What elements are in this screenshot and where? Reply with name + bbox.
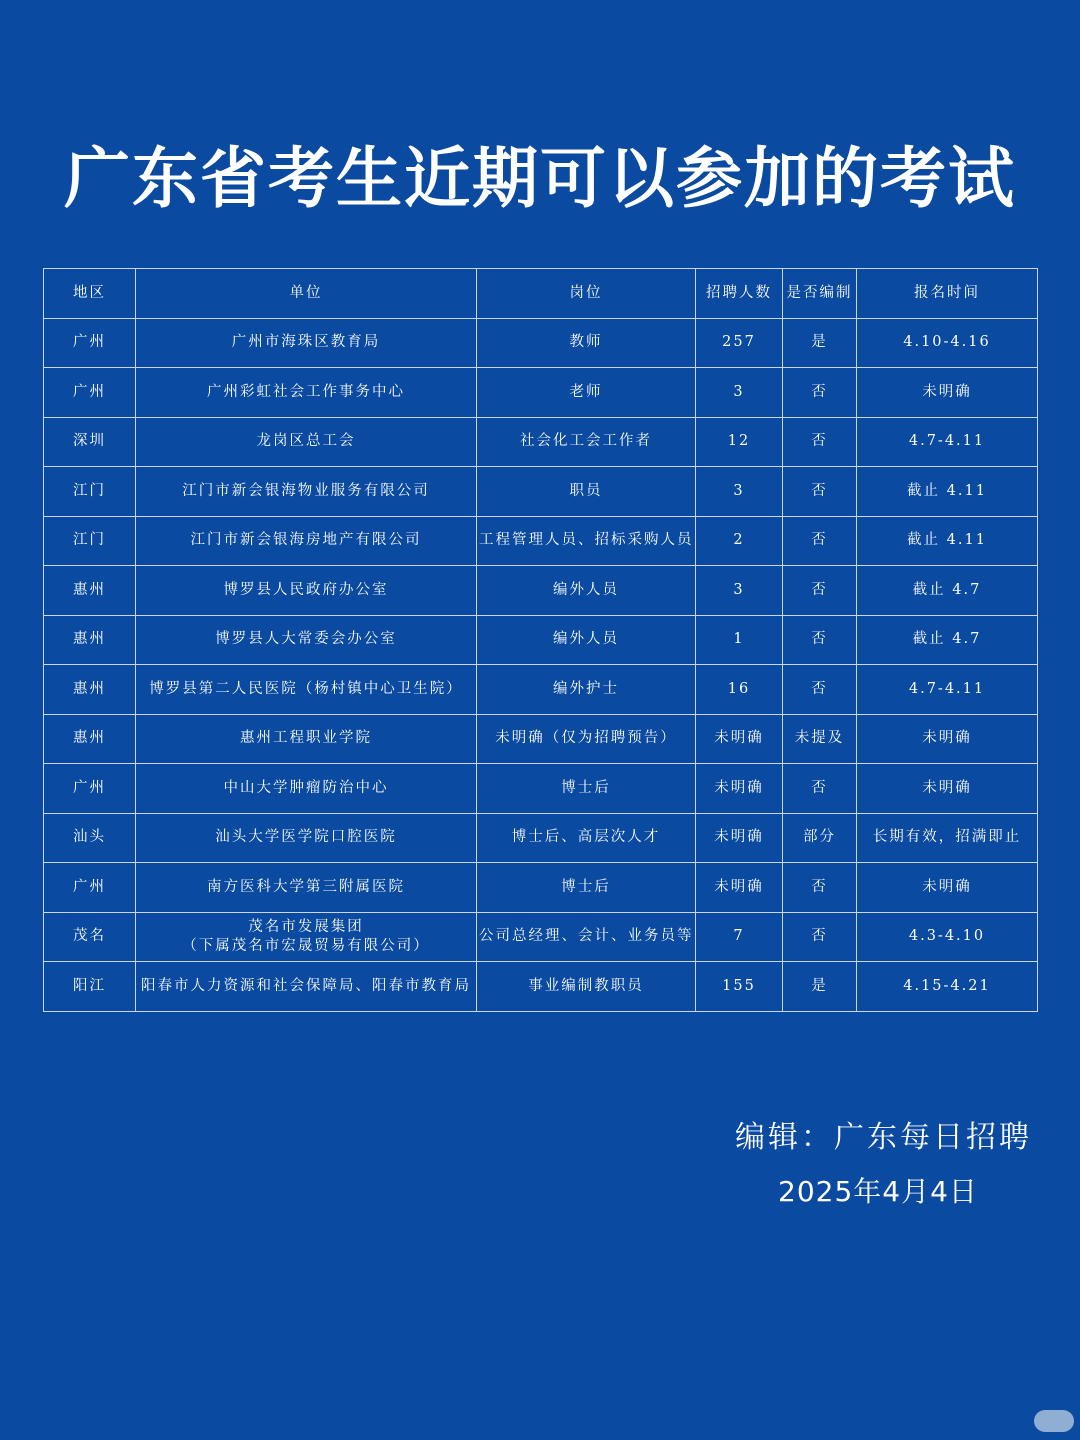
header-region: 地区: [44, 269, 136, 319]
table-row: [44, 962, 1038, 1012]
cell-region: 广州: [44, 318, 136, 368]
cell-employer: 博罗县人大常委会办公室: [136, 615, 477, 665]
cell-employer: 中山大学肿瘤防治中心: [136, 764, 477, 814]
header-position: 岗位: [477, 269, 696, 319]
cell-region: 汕头: [44, 813, 136, 863]
cell-headcount: 未明确: [696, 813, 783, 863]
cell-registration-time: 长期有效，招满即止: [857, 813, 1038, 863]
table-row: [44, 665, 1038, 715]
cell-registration-time: 未明确: [857, 764, 1038, 814]
table-row: [44, 615, 1038, 665]
cell-employer: 江门市新会银海房地产有限公司: [136, 516, 477, 566]
cell-registration-time: 截止 4.7: [857, 615, 1038, 665]
cell-registration-time: 未明确: [857, 368, 1038, 418]
cell-staffing: 未提及: [783, 714, 857, 764]
cell-region: 阳江: [44, 962, 136, 1012]
cell-headcount: 1: [696, 615, 783, 665]
cell-region: 深圳: [44, 417, 136, 467]
cell-staffing: 是: [783, 318, 857, 368]
cell-staffing: 否: [783, 566, 857, 616]
cell-employer: 南方医科大学第三附属医院: [136, 863, 477, 913]
cell-headcount: 未明确: [696, 863, 783, 913]
table-row: [44, 764, 1038, 814]
cell-registration-time: 4.7-4.11: [857, 665, 1038, 715]
cell-employer: 博罗县人民政府办公室: [136, 566, 477, 616]
cell-employer: 博罗县第二人民医院（杨村镇中心卫生院）: [136, 665, 477, 715]
cell-region: 茂名: [44, 912, 136, 962]
cell-position: 博士后: [477, 863, 696, 913]
table-row: [44, 368, 1038, 418]
cell-region: 江门: [44, 467, 136, 517]
cell-headcount: 3: [696, 467, 783, 517]
exam-table: [43, 268, 1038, 1012]
cell-registration-time: 4.15-4.21: [857, 962, 1038, 1012]
cell-staffing: 否: [783, 467, 857, 517]
cell-region: 惠州: [44, 665, 136, 715]
cell-headcount: 2: [696, 516, 783, 566]
cell-region: 广州: [44, 368, 136, 418]
cell-staffing: 否: [783, 764, 857, 814]
cell-employer: 阳春市人力资源和社会保障局、阳春市教育局: [136, 962, 477, 1012]
cell-staffing: 否: [783, 417, 857, 467]
cell-headcount: 未明确: [696, 714, 783, 764]
cell-employer: 广州彩虹社会工作事务中心: [136, 368, 477, 418]
cell-region: 惠州: [44, 615, 136, 665]
cell-staffing: 否: [783, 863, 857, 913]
cell-headcount: 7: [696, 912, 783, 962]
cell-position: 未明确（仅为招聘预告）: [477, 714, 696, 764]
cell-position: 编外人员: [477, 566, 696, 616]
cell-registration-time: 未明确: [857, 714, 1038, 764]
cell-staffing: 部分: [783, 813, 857, 863]
header-employer: 单位: [136, 269, 477, 319]
cell-position: 老师: [477, 368, 696, 418]
cell-employer: 龙岗区总工会: [136, 417, 477, 467]
cell-staffing: 是: [783, 962, 857, 1012]
cell-position: 博士后: [477, 764, 696, 814]
table-row: [44, 566, 1038, 616]
table-body: [44, 318, 1038, 1011]
cell-staffing: 否: [783, 516, 857, 566]
editor-credit: 编辑：广东每日招聘: [735, 1120, 1032, 1155]
table-row: [44, 863, 1038, 913]
cell-employer: 茂名市发展集团 （下属茂名市宏晟贸易有限公司）: [136, 912, 477, 962]
table-row: [44, 813, 1038, 863]
cell-region: 广州: [44, 764, 136, 814]
cell-position: 编外人员: [477, 615, 696, 665]
cell-headcount: 16: [696, 665, 783, 715]
cell-region: 惠州: [44, 566, 136, 616]
cell-registration-time: 未明确: [857, 863, 1038, 913]
cell-registration-time: 截止 4.11: [857, 516, 1038, 566]
cell-position: 博士后、高层次人才: [477, 813, 696, 863]
header-registration-time: 报名时间: [857, 269, 1038, 319]
table-row: [44, 417, 1038, 467]
cell-employer: 惠州工程职业学院: [136, 714, 477, 764]
table-header-row: [44, 269, 1038, 319]
cell-position: 教师: [477, 318, 696, 368]
cell-registration-time: 截止 4.7: [857, 566, 1038, 616]
cell-staffing: 否: [783, 665, 857, 715]
cell-registration-time: 4.10-4.16: [857, 318, 1038, 368]
cell-headcount: 257: [696, 318, 783, 368]
table-row: [44, 516, 1038, 566]
watermark-logo: [1034, 1410, 1074, 1432]
cell-employer: 江门市新会银海物业服务有限公司: [136, 467, 477, 517]
cell-position: 公司总经理、会计、业务员等: [477, 912, 696, 962]
cell-position: 职员: [477, 467, 696, 517]
cell-registration-time: 4.7-4.11: [857, 417, 1038, 467]
cell-position: 社会化工会工作者: [477, 417, 696, 467]
cell-headcount: 未明确: [696, 764, 783, 814]
cell-position: 编外护士: [477, 665, 696, 715]
cell-headcount: 155: [696, 962, 783, 1012]
header-headcount: 招聘人数: [696, 269, 783, 319]
cell-region: 江门: [44, 516, 136, 566]
cell-staffing: 否: [783, 368, 857, 418]
cell-staffing: 否: [783, 615, 857, 665]
cell-headcount: 3: [696, 566, 783, 616]
cell-employer: 汕头大学医学院口腔医院: [136, 813, 477, 863]
table-row: [44, 318, 1038, 368]
cell-region: 广州: [44, 863, 136, 913]
cell-staffing: 否: [783, 912, 857, 962]
cell-headcount: 3: [696, 368, 783, 418]
cell-employer: 广州市海珠区教育局: [136, 318, 477, 368]
table-row: [44, 467, 1038, 517]
cell-headcount: 12: [696, 417, 783, 467]
table-row: [44, 714, 1038, 764]
cell-position: 工程管理人员、招标采购人员: [477, 516, 696, 566]
cell-region: 惠州: [44, 714, 136, 764]
cell-registration-time: 4.3-4.10: [857, 912, 1038, 962]
table-row: [44, 912, 1038, 962]
cell-position: 事业编制教职员: [477, 962, 696, 1012]
header-staffing: 是否编制: [783, 269, 857, 319]
publish-date: 2025年4月4日: [778, 1175, 978, 1208]
page-title: 广东省考生近期可以参加的考试: [64, 139, 1016, 217]
cell-registration-time: 截止 4.11: [857, 467, 1038, 517]
